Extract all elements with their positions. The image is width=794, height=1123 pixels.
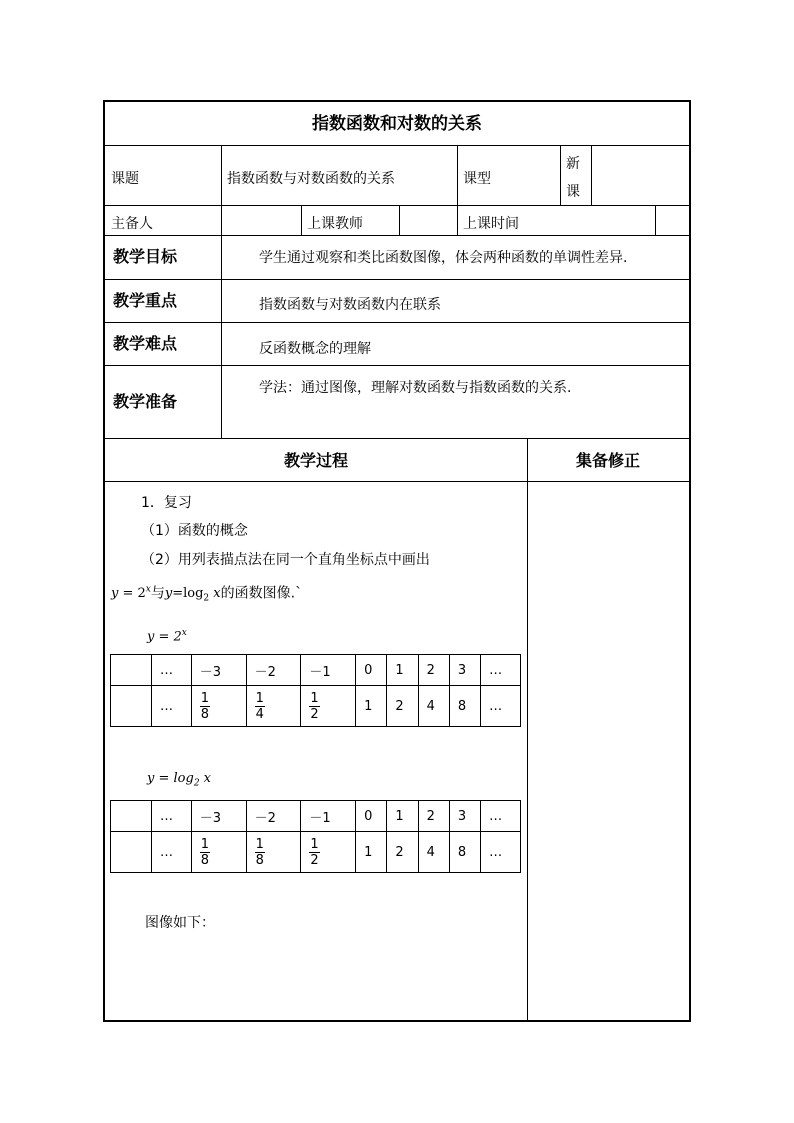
rule	[560, 145, 561, 205]
table-cell: …	[481, 801, 521, 832]
table-cell: …	[152, 686, 192, 727]
formula-and: 与	[150, 585, 165, 602]
rule	[105, 322, 689, 323]
table-row	[111, 655, 521, 686]
table-cell: 4	[418, 686, 449, 727]
process-header: 教学过程	[283, 451, 348, 470]
rule	[221, 235, 222, 438]
table-cell: 3	[449, 655, 480, 686]
table-cell: …	[481, 832, 521, 873]
table-cell: 1	[356, 686, 387, 727]
table-cell: …	[152, 801, 192, 832]
review-item: 1．复习	[141, 495, 192, 511]
table-cell: 3	[449, 801, 480, 832]
table-cell	[111, 655, 152, 686]
review-item-2: （2）用列表描点法在同一个直角坐标点中画出	[141, 552, 430, 568]
time-label: 上课时间	[463, 216, 519, 232]
teacher-label: 上课教师	[307, 216, 363, 232]
log-formula: $y=\log_2$ x	[164, 586, 221, 604]
table-cell	[246, 686, 301, 727]
table-cell: 2	[387, 832, 418, 873]
fraction	[255, 691, 265, 722]
rule	[105, 145, 689, 146]
log-function-label: $y = \log_2 x$	[147, 771, 212, 789]
table-cell: 0	[356, 801, 387, 832]
exp-values-table	[110, 654, 521, 727]
topic-label: 课题	[111, 171, 139, 187]
table-cell	[246, 832, 301, 873]
numerator: 1	[200, 690, 210, 706]
table-cell	[191, 832, 246, 873]
rule	[221, 145, 222, 235]
rule	[105, 438, 689, 439]
rule	[527, 438, 528, 1022]
rule	[301, 205, 302, 235]
table-cell: 8	[449, 686, 480, 727]
type-value-2: 课	[566, 184, 580, 200]
fraction	[200, 837, 210, 868]
rule	[655, 205, 656, 235]
table-cell: －3	[191, 801, 246, 832]
rule	[457, 145, 458, 235]
numerator: 1	[255, 836, 264, 852]
denominator: 2	[310, 706, 319, 722]
prep-text: 学法：通过图像，理解对数函数与指数函数的关系.	[259, 380, 572, 396]
type-value-1: 新	[566, 156, 580, 172]
fraction	[309, 691, 319, 722]
rule	[591, 145, 592, 205]
exp-function-label: $y = 2^x$	[147, 628, 187, 645]
denominator: 8	[200, 852, 210, 868]
fraction	[200, 691, 210, 722]
table-cell	[301, 686, 356, 727]
table-cell: …	[481, 686, 521, 727]
table-cell: 1	[387, 801, 418, 832]
denominator: 8	[255, 852, 264, 868]
table-cell: …	[152, 832, 192, 873]
rule	[105, 481, 689, 482]
table-cell: 4	[418, 832, 449, 873]
lesson-plan-sheet	[103, 100, 691, 1022]
numerator: 1	[200, 836, 210, 852]
denominator: 8	[200, 706, 210, 722]
preparer-label: 主备人	[111, 216, 153, 232]
goal-text: 学生通过观察和类比函数图像，体会两种函数的单调性差异.	[259, 250, 628, 266]
denominator: 2	[310, 852, 319, 868]
rule	[105, 365, 689, 366]
table-row	[111, 686, 521, 727]
page-title: 指数函数和对数的关系	[312, 114, 482, 134]
table-cell: 2	[387, 686, 418, 727]
table-cell: …	[481, 655, 521, 686]
table-cell: －2	[246, 655, 301, 686]
difficulty-label: 教学难点	[113, 334, 178, 353]
table-cell	[111, 832, 152, 873]
key-text: 指数函数与对数函数内在联系	[259, 297, 441, 313]
log-label-text: y = log	[147, 771, 194, 786]
table-row	[111, 832, 521, 873]
table-cell: …	[152, 655, 192, 686]
log-values-table	[110, 800, 521, 873]
table-cell: 2	[418, 801, 449, 832]
rule	[399, 205, 400, 235]
table-cell: －1	[301, 801, 356, 832]
numerator: 1	[310, 690, 319, 706]
rule	[105, 235, 689, 236]
function-formula	[111, 581, 302, 608]
table-cell: 1	[387, 655, 418, 686]
graph-caption: 图像如下：	[145, 915, 215, 931]
review-item-1: （1）函数的概念	[141, 523, 248, 539]
table-cell: －1	[301, 655, 356, 686]
difficulty-text: 反函数概念的理解	[259, 341, 371, 357]
exp-formula: $y = 2^x$	[111, 585, 151, 602]
rule	[105, 279, 689, 280]
revision-header: 集备修正	[575, 451, 640, 470]
table-row	[111, 801, 521, 832]
prep-label: 教学准备	[113, 392, 178, 411]
topic-value: 指数函数与对数函数的关系	[227, 171, 395, 187]
table-cell	[301, 832, 356, 873]
table-cell: 0	[356, 655, 387, 686]
formula-suffix: 的函数图像.`	[220, 585, 303, 602]
table-cell: －2	[246, 801, 301, 832]
denominator: 4	[255, 706, 264, 722]
table-cell	[191, 686, 246, 727]
key-label: 教学重点	[113, 291, 178, 310]
numerator: 1	[255, 690, 264, 706]
table-cell	[111, 686, 152, 727]
table-cell: 2	[418, 655, 449, 686]
type-label: 课型	[463, 171, 491, 187]
table-cell: －3	[191, 655, 246, 686]
goal-label: 教学目标	[113, 247, 178, 266]
table-cell: 1	[356, 832, 387, 873]
fraction	[309, 837, 319, 868]
numerator: 1	[310, 836, 319, 852]
table-cell	[111, 801, 152, 832]
table-cell: 8	[449, 832, 480, 873]
fraction	[255, 837, 265, 868]
rule	[105, 205, 689, 206]
exp-label-text: y = 2	[147, 629, 182, 645]
